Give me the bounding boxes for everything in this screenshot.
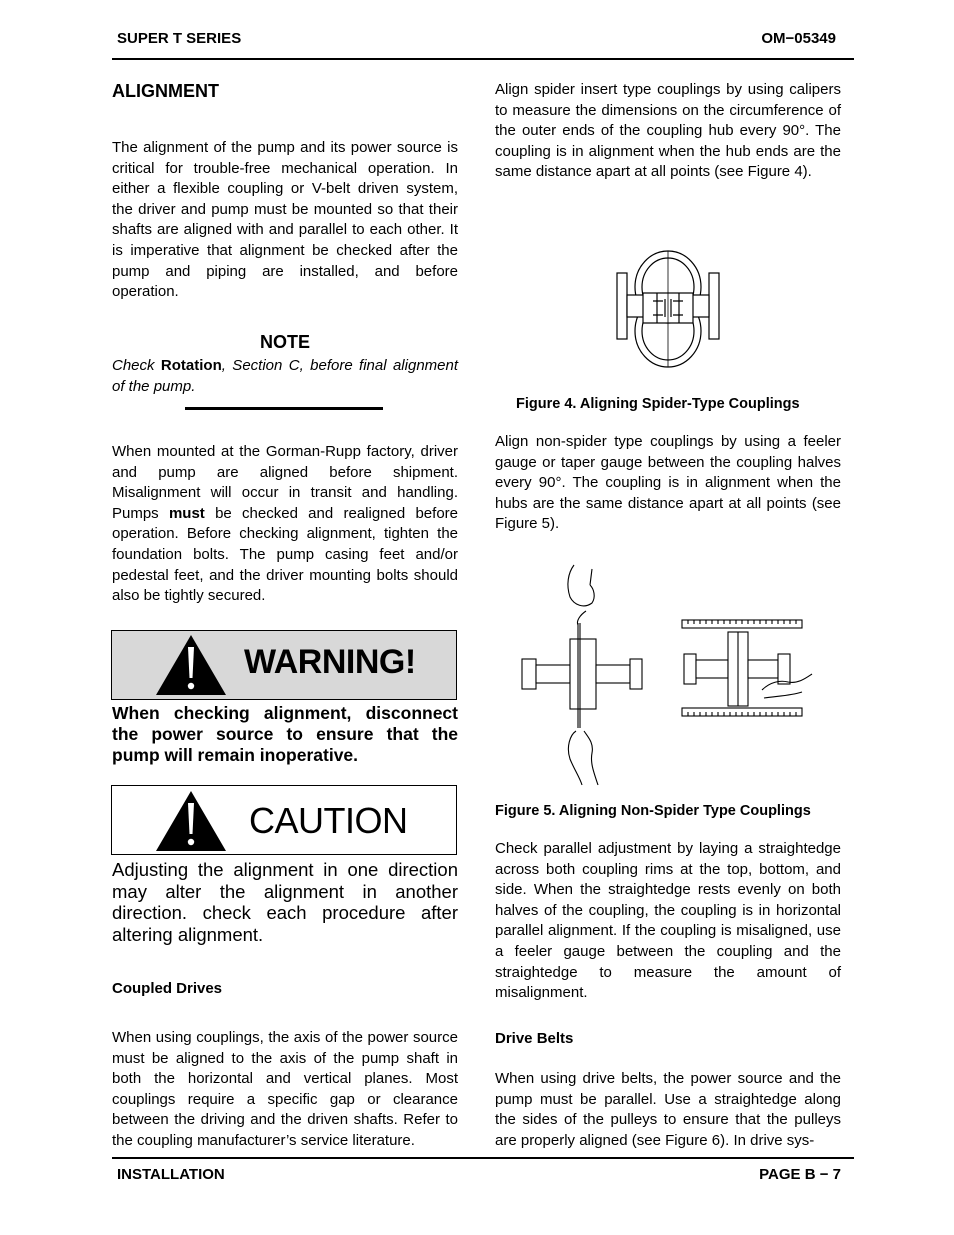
- warning-box: [111, 630, 457, 700]
- factory-paragraph: [112, 442, 458, 607]
- drive-belts-title: Drive Belts: [495, 1030, 574, 1047]
- parallel-paragraph: Check parallel adjustment by laying a straightedge across both coupling rims at the top, bottom, and side. When the straightedge rests evenly on both halves of the coupling, the coupling is in horizontal parallel alignment. If the coupling is misaligned, use a feeler gauge between the coupling and the straightedge to measure the amount of misalignment.: [495, 840, 841, 1002]
- factory-post: be checked and realigned before operation. Before checking alignment, tighten the foundation bolts. The pump casing feet and/or pedestal feet, and the driver mounting bolts should also be tightly secured.: [112, 504, 458, 605]
- warning-text: When checking alignment, disconnect the power source to ensure that the pump will remain inoperative.: [112, 703, 458, 765]
- note-text-post: , Section C, before final alignment of the pump.: [112, 357, 459, 395]
- header-rule: [112, 58, 854, 60]
- spider-paragraph: Align spider insert type couplings by using calipers to measure the dimensions on the circumference of the outer ends of the coupling hub every 90°. The coupling is in alignment when the hub ends are the same distance apart at all points (see Figure 4).: [495, 81, 841, 181]
- warning-triangle-icon: [154, 633, 228, 697]
- spider-coupling-diagram: [613, 249, 723, 369]
- footer-section: INSTALLATION: [117, 1166, 225, 1183]
- footer-rule: [112, 1157, 854, 1159]
- drive-belts-text: When using drive belts, the power source and the pump must be parallel. Use a straightedge along the sides of the pulleys to ensure that the pulleys are properly aligned (see Figure 6). In drive sys-: [495, 1070, 841, 1149]
- caution-triangle-icon: [154, 789, 228, 853]
- caution-text: Adjusting the alignment in one direction may alter the alignment in another direction. check each procedure after altering alignment.: [112, 859, 458, 945]
- warning-label: WARNING!: [244, 643, 416, 681]
- feeler-gauge-diagram: [518, 563, 648, 788]
- header-series: SUPER T SERIES: [117, 30, 242, 47]
- note-text-bold: Rotation: [160, 357, 222, 374]
- factory-pre: When mounted at the Gorman-Rupp factory, driver and pump are aligned before shipment. Misalignment will occur in transit and handling. Pumps: [112, 443, 458, 522]
- footer-page-number: PAGE B − 7: [759, 1166, 841, 1183]
- caution-box: [111, 785, 457, 855]
- coupled-drives-title: Coupled Drives: [112, 980, 223, 997]
- caution-label: CAUTION: [249, 800, 408, 841]
- alignment-paragraph: The alignment of the pump and its power source is critical for trouble-free mechanical operation. In either a flexible coupling or V-belt driven system, the driver and pump must be mounted so that their shafts are aligned with and parallel to each other. It is imperative that alignment be checked after the pump and piping are installed, and before operation.: [112, 139, 458, 301]
- header-doc-number: OM−05349: [761, 30, 836, 47]
- section-title: ALIGNMENT: [112, 81, 219, 101]
- non-spider-paragraph: Align non-spider type couplings by using a feeler gauge or taper gauge between the coupling halves every 90°. The coupling is in alignment when the hubs are the same distance apart at all points (see Figure 5).: [495, 433, 841, 533]
- coupled-drives-text: When using couplings, the axis of the power source must be aligned to the axis of the pump shaft in both the horizontal and vertical planes. Most couplings require a specific gap or clearance between the driving and the driven shafts. Refer to the coupling manufacturer’s service literature.: [112, 1029, 458, 1149]
- straightedge-diagram: [680, 618, 815, 718]
- note-title: NOTE: [259, 332, 310, 352]
- note-rule: [185, 407, 383, 410]
- figure-5-caption: Figure 5. Aligning Non-Spider Type Couplings: [495, 803, 811, 819]
- note-text-pre: Check: [112, 357, 161, 374]
- figure-4-caption: Figure 4. Aligning Spider-Type Couplings: [516, 396, 800, 412]
- factory-bold: must: [168, 504, 205, 522]
- note-text: [112, 356, 458, 397]
